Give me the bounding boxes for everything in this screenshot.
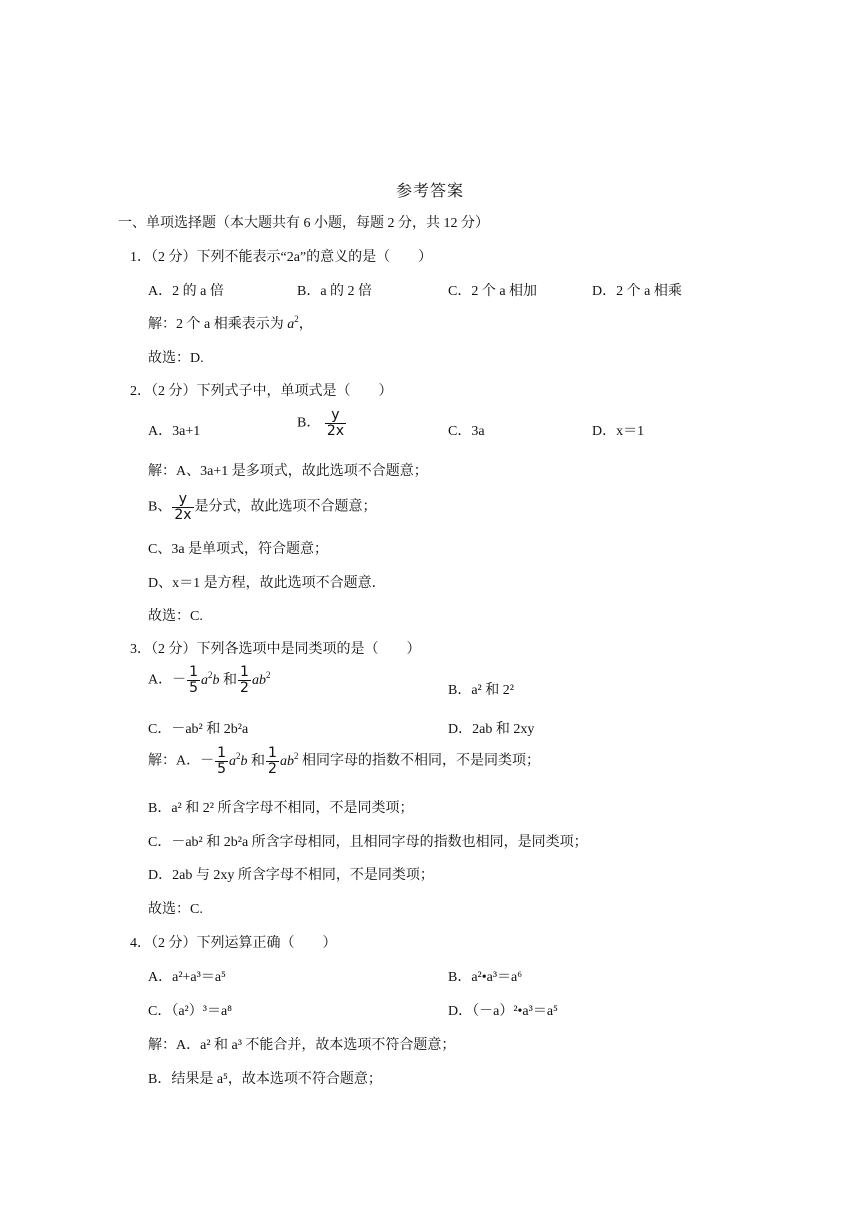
page-title: 参考答案 xyxy=(395,183,464,200)
q3-solution-d: D．2ab 与 2xy 所含字母不相同，不是同类项； xyxy=(148,868,434,883)
q3-option-d: D．2ab 和 2xy xyxy=(448,722,535,737)
q4-option-a: A．a²+a³＝a⁵ xyxy=(148,970,226,985)
question-2-stem: 2．（2 分）下列式子中，单项式是（ ） xyxy=(130,384,393,399)
question-3-stem: 3．（2 分）下列各选项中是同类项的是（ ） xyxy=(130,642,421,657)
question-4-stem: 4．（2 分）下列运算正确（ ） xyxy=(130,936,337,951)
q2-option-a: A．3a+1 xyxy=(148,424,201,439)
q2-option-c: C．3a xyxy=(448,424,485,439)
q3-option-a: A．－ $\frac{1}{5}$ $a^2b$ 和 $\frac{1}{2}$ $ab^2$ xyxy=(148,664,271,696)
q3-solution-a: 解：A．－ $\frac{1}{5}$ $a^2b$ 和 $\frac{1}{2}$ $ab^2$ 相同字母的指数不相同，不是同类项； xyxy=(148,745,540,777)
q3-option-c: C．－ab² 和 2b²a xyxy=(148,722,249,737)
q3-solution-fraction-one-fifth: $\frac{1}{5}$ xyxy=(217,745,227,777)
q2-option-b: B． $\frac{y}{2x}$ xyxy=(297,407,345,439)
q4-solution-a: 解：A．a² 和 a³ 不能合并，故本选项不符合题意； xyxy=(148,1038,456,1053)
q2-answer: 故选：C. xyxy=(148,609,203,624)
q2-solution-a: 解：A、3a+1 是多项式，故此选项不合题意； xyxy=(148,464,428,479)
q2-solution-d: D、x＝1 是方程，故此选项不合题意． xyxy=(148,576,386,591)
q4-option-b: B．a²•a³＝a⁶ xyxy=(448,970,523,985)
q3-solution-c: C．－ab² 和 2b²a 所含字母相同，且相同字母的指数也相同，是同类项； xyxy=(148,835,588,850)
q1-option-c: C．2 个 a 相加 xyxy=(448,284,538,299)
q1-option-a: A．2 的 a 倍 xyxy=(148,284,224,299)
q2-solution-b: B、 $\frac{y}{2x}$ 是分式，故此选项不合题意； xyxy=(148,491,377,523)
q2-fraction-y-over-2x: $\frac{y}{2x}$ xyxy=(326,407,345,439)
q1-answer: 故选：D. xyxy=(148,351,204,366)
q3-fraction-one-half: $\frac{1}{2}$ xyxy=(240,664,249,696)
section-heading: 一、单项选择题（本大题共有 6 小题，每题 2 分，共 12 分） xyxy=(118,216,489,231)
q2-solution-fraction: $\frac{y}{2x}$ xyxy=(174,491,192,523)
q3-option-b: B．a² 和 2² xyxy=(448,683,514,698)
q3-solution-fraction-one-half: $\frac{1}{2}$ xyxy=(268,745,277,777)
q4-option-d: D．（－a）²•a³＝a⁵ xyxy=(448,1004,558,1019)
q1-solution: 解：2 个 a 相乘表示为 $a^2$， xyxy=(148,314,313,332)
q1-option-b: B．a 的 2 倍 xyxy=(297,284,373,299)
q1-option-d: D．2 个 a 相乘 xyxy=(592,284,682,299)
q3-fraction-one-fifth: $\frac{1}{5}$ xyxy=(189,664,199,696)
q3-solution-b: B．a² 和 2² 所含字母不相同，不是同类项； xyxy=(148,801,414,816)
q3-answer: 故选：C. xyxy=(148,902,203,917)
q4-option-c: C．（a²）³＝a⁸ xyxy=(148,1004,233,1019)
q2-option-d: D．x＝1 xyxy=(592,424,645,439)
q2-solution-c: C、3a 是单项式，符合题意； xyxy=(148,542,329,557)
q4-solution-b: B．结果是 a⁵，故本选项不符合题意； xyxy=(148,1072,382,1087)
question-1-stem: 1．（2 分）下列不能表示“2a”的意义的是（ ） xyxy=(130,250,433,265)
